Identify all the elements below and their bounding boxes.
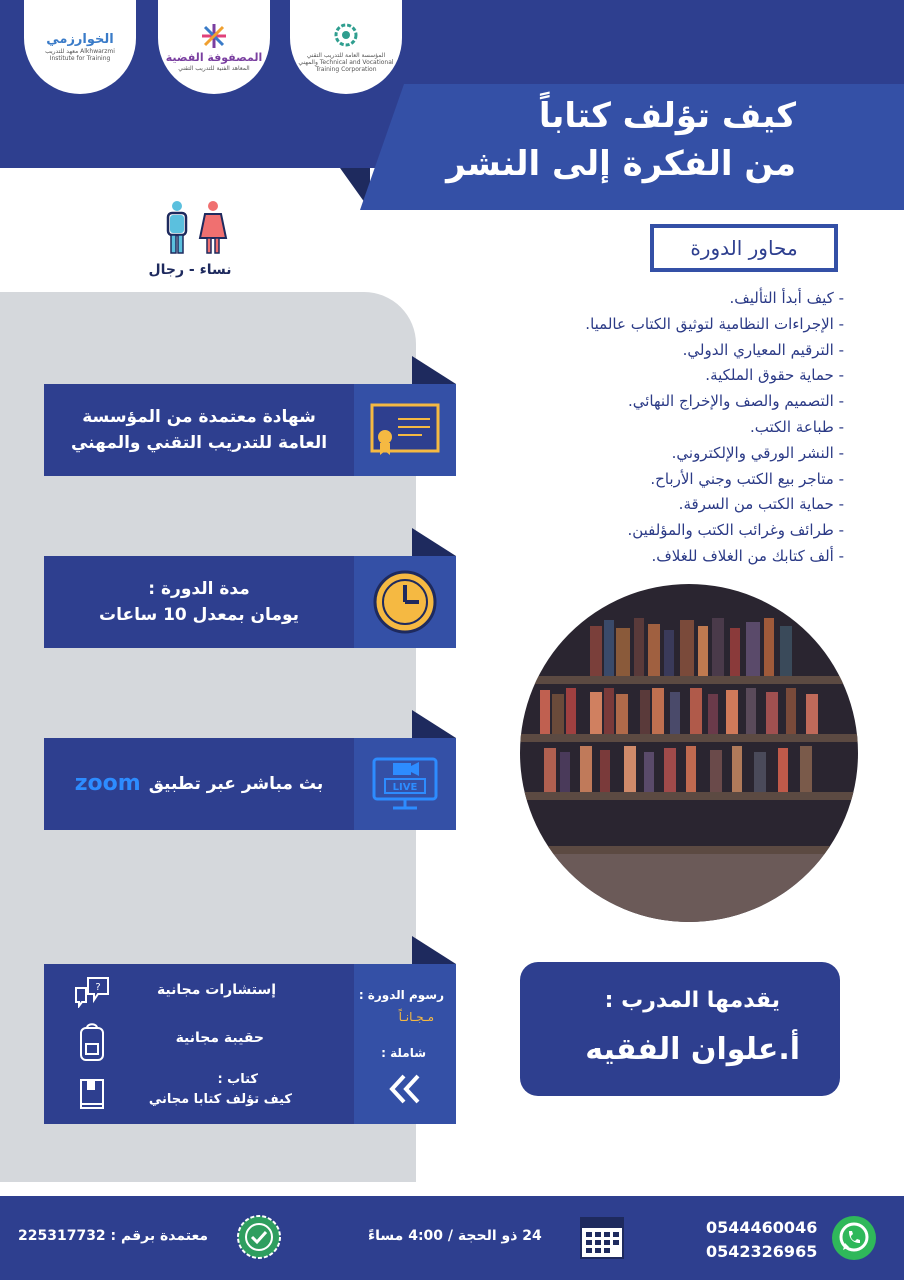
card-fold [412, 936, 456, 964]
men-women-icon [160, 200, 230, 256]
topic-item: - النشر الورقي والإلكتروني. [671, 443, 844, 462]
backpack-icon [78, 1022, 106, 1062]
book-title: كيف تؤلف كتابا مجاني [148, 1092, 292, 1107]
verified-badge-icon [236, 1214, 282, 1260]
topic-item: - الترقيم المعياري الدولي. [682, 340, 844, 359]
clock-icon [372, 569, 438, 635]
broadcast-text [44, 738, 354, 830]
phone-number-1[interactable]: 0544460046 [706, 1218, 818, 1237]
topic-item: - الإجراءات النظامية لتوثيق الكتاب عالميا. [585, 314, 844, 333]
zoom-logo: zoom [74, 771, 141, 796]
topic-item: - طرائف وغرائب الكتب والمؤلفين. [627, 521, 844, 540]
course-title-line1: كيف تؤلف كتاباً [538, 96, 796, 136]
course-title-line2: من الفكرة إلى النشر [446, 144, 796, 184]
phone-number-2[interactable]: 0542326965 [706, 1242, 818, 1261]
logo-subtitle: المعاهد الفنية للتدريب التقني [178, 65, 250, 73]
calendar-icon [578, 1212, 626, 1262]
fees-label: رسوم الدورة : [358, 988, 444, 1002]
topic-item: - متاجر بيع الكتب وجني الأرباح. [650, 469, 844, 488]
book-label: كتاب : [217, 1072, 258, 1087]
consult-label: إستشارات مجانية [156, 982, 276, 998]
duration-value: يومان بمعدل 10 ساعات [98, 605, 300, 625]
fees-value: مـجـانـاً [398, 1010, 434, 1024]
fees-card [44, 964, 456, 1124]
topic-item: - طباعة الكتب. [749, 417, 844, 436]
logo-subtitle: المؤسسة العامة للتدريب التقني والمهني Technical and Vocational Training Corporation [298, 52, 394, 73]
clock-icon-wrap [354, 556, 456, 648]
chat-question-icon [74, 976, 110, 1008]
audience-label: نساء - رجال [148, 262, 232, 278]
book-icon [78, 1078, 106, 1112]
topic-item: - التصميم والصف والإخراج النهائي. [627, 392, 844, 411]
duration-card [44, 556, 456, 648]
whatsapp-icon[interactable] [830, 1214, 878, 1262]
topic-item: - ألف كتابك من الغلاف للغلاف. [651, 546, 844, 565]
schedule-text: 24 ذو الحجة / 4:00 مساءً [368, 1228, 542, 1244]
fees-price [354, 964, 456, 1124]
certificate-icon [370, 403, 440, 457]
logo-title: المصفوفة الفضية [165, 51, 263, 64]
broadcast-card [44, 738, 456, 830]
card-fold [412, 710, 456, 738]
live-stream-icon [371, 755, 439, 813]
footer-bar [0, 1196, 904, 1280]
logo-title: الخوارزمي [46, 31, 114, 47]
topics-heading: محاور الدورة [650, 224, 838, 272]
logo-subtitle: معهد للتدريب Alkhwarzmi Institute for Training [45, 48, 115, 63]
topic-item: - حماية حقوق الملكية. [705, 366, 844, 385]
topics-list [424, 286, 844, 570]
duration-text [44, 556, 354, 648]
svg-text:?: ? [95, 982, 101, 993]
includes-label: شاملة : [381, 1046, 426, 1060]
accreditation-number: معتمدة برقم : 225317732 [18, 1228, 209, 1244]
trainer-name: أ.علوان الفقيه [585, 1032, 800, 1067]
duration-label: مدة الدورة : [148, 579, 250, 599]
svg-text:LIVE: LIVE [392, 782, 418, 793]
tvtc-emblem-icon [333, 22, 359, 48]
topic-item: - حماية الكتب من السرقة. [678, 495, 844, 514]
certificate-icon-wrap [354, 384, 456, 476]
live-icon-wrap [354, 738, 456, 830]
certificate-line2: العامة للتدريب التقني والمهني [70, 433, 328, 453]
double-chevron-left-icon [388, 1072, 422, 1106]
fees-includes [44, 964, 354, 1124]
certificate-text [44, 384, 354, 476]
trainer-label: يقدمها المدرب : [604, 988, 780, 1013]
bookshelf-photo [520, 584, 858, 922]
topic-item: - كيف أبدأ التأليف. [729, 289, 844, 307]
star-logo-icon [201, 23, 227, 49]
broadcast-label: بث مباشر عبر تطبيق [148, 774, 324, 794]
bag-label: حقيبة مجانية [175, 1030, 264, 1046]
trainer-card [520, 962, 840, 1096]
certificate-line1: شهادة معتمدة من المؤسسة [82, 407, 316, 427]
certificate-card [44, 384, 456, 476]
